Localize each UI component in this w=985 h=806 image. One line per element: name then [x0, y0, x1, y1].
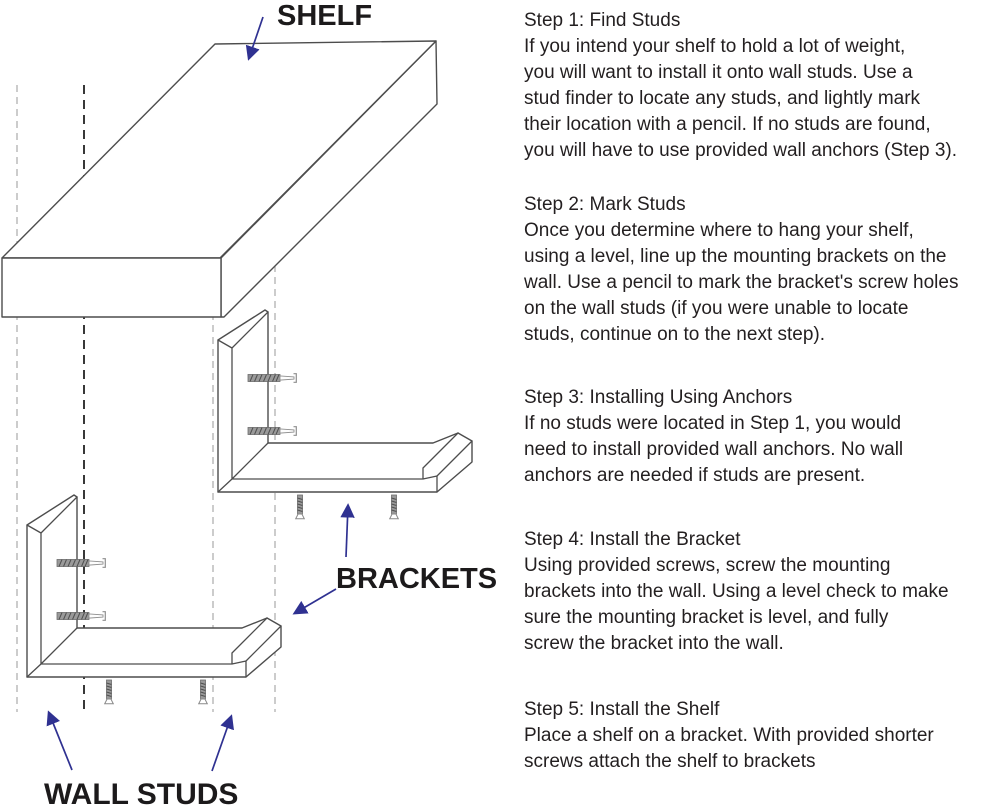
step-4-title: Step 4: Install the Bracket	[524, 529, 741, 550]
shelf-front-face	[2, 258, 221, 317]
step-line: If no studs were located in Step 1, you would	[524, 413, 902, 434]
step-line: Place a shelf on a bracket. With provided shorter	[524, 725, 934, 746]
step-line: anchors are needed if studs are present.	[524, 465, 866, 486]
step-line: on the wall studs (if you were unable to locate	[524, 298, 909, 319]
step-line: their location with a pencil. If no studs are found,	[524, 114, 931, 135]
wall-studs-arrow-left	[49, 713, 72, 770]
step-line: screw the bracket into the wall.	[524, 633, 784, 654]
shelf-label: SHELF	[277, 0, 373, 32]
step-line: you will have to use provided wall anchors (Step 3).	[524, 140, 958, 161]
step-line: studs, continue on to the next step).	[524, 324, 826, 345]
brackets-arrow-up	[346, 506, 348, 557]
step-line: If you intend your shelf to hold a lot of weight,	[524, 36, 906, 57]
step-1	[524, 8, 957, 164]
step-1-title: Step 1: Find Studs	[524, 10, 681, 31]
shelf-drawing	[2, 41, 437, 317]
step-line: using a level, line up the mounting brackets on the	[524, 246, 947, 267]
step-line: you will want to install it onto wall studs. Use a	[524, 62, 913, 83]
wall-studs-label: WALL STUDS	[44, 778, 239, 806]
step-line: need to install provided wall anchors. No wall	[524, 439, 904, 460]
step-5	[524, 697, 934, 775]
step-3	[524, 385, 903, 489]
step-2	[524, 192, 958, 348]
bracket-upper	[218, 310, 472, 519]
step-line: screws attach the shelf to brackets	[524, 751, 816, 772]
step-line: sure the mounting bracket is level, and fully	[524, 607, 889, 628]
step-line: brackets into the wall. Using a level check to make	[524, 581, 949, 602]
step-5-title: Step 5: Install the Shelf	[524, 699, 720, 720]
step-line: Using provided screws, screw the mounting	[524, 555, 891, 576]
wall-studs-arrow-right	[212, 717, 231, 771]
step-3-title: Step 3: Installing Using Anchors	[524, 387, 793, 408]
step-line: Once you determine where to hang your shelf,	[524, 220, 914, 241]
brackets-arrow-left	[295, 589, 336, 613]
step-2-title: Step 2: Mark Studs	[524, 194, 686, 215]
bracket-lower	[27, 495, 281, 704]
step-line: stud finder to locate any studs, and lightly mark	[524, 88, 921, 109]
brackets-label: BRACKETS	[336, 563, 498, 595]
step-line: wall. Use a pencil to mark the bracket's screw holes	[524, 272, 959, 293]
step-4	[524, 527, 949, 657]
